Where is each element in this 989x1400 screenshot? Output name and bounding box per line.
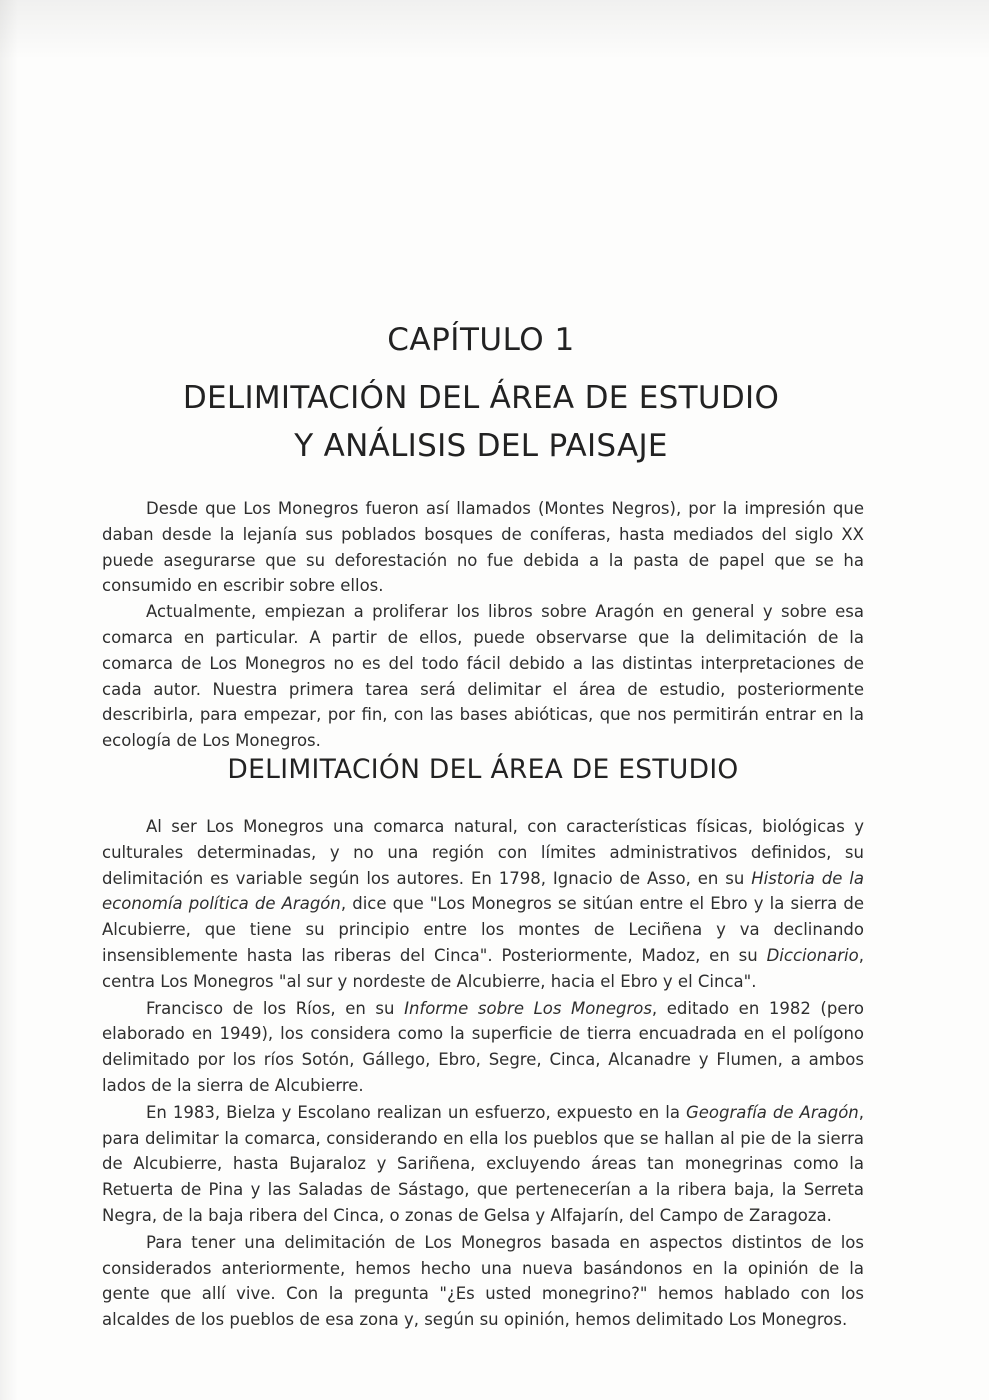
page-edge-shadow xyxy=(0,0,989,60)
book-title-diccionario: Diccionario xyxy=(766,945,859,965)
chapter-number: CAPÍTULO 1 xyxy=(387,322,575,358)
section-paragraph-1 xyxy=(102,814,864,995)
book-title-informe: Informe sobre Los Monegros xyxy=(404,998,652,1018)
section-paragraph-4: Para tener una delimitación de Los Monegros basada en aspectos distintos de los considerados anteriormente, hemos hecho una nueva basándonos en la opinión de la gente que allí vive. Con la pregunta "¿Es usted monegrino?" hemos hablado con los alcaldes de los pueblos de esa zona y, según su opinión, hemos delimitado Los Monegros. xyxy=(102,1232,864,1330)
section-paragraph-3 xyxy=(102,1100,864,1229)
section-body xyxy=(102,814,864,1334)
paragraph-text: , dice que "Los Monegros se sitúan entre el Ebro y la sierra de Alcubierre, que tiene su principio entre los montes de Leciñena y va declinando insensiblemente hasta las riberas del Cinca". Posteriormente, Madoz, en su xyxy=(102,894,864,965)
page-gutter-shadow xyxy=(0,0,18,1400)
book-title-historia: Historia de la economía política de Aragón xyxy=(102,868,864,914)
paragraph-text: , centra Los Monegros "al sur y nordeste de Alcubierre, hacia el Ebro y el Cinca". xyxy=(102,945,864,991)
intro-paragraph-1: Desde que Los Monegros fueron así llamados (Montes Negros), por la impresión que daban desde la lejanía sus poblados bosques de coníferas, hasta mediados del siglo XX puede asegurarse que su deforestación no fue debida a la pasta de papel que se ha consumido en escribir sobre ellos. xyxy=(102,499,864,596)
chapter-title xyxy=(0,374,962,470)
paragraph-text: Francisco de los Ríos, en su xyxy=(146,998,405,1018)
chapter-title-line-2: Y ANÁLISIS DEL PAISAJE xyxy=(294,428,668,464)
paragraph-text: En 1983, Bielza y Escolano realizan un esfuerzo, expuesto en la xyxy=(146,1102,686,1122)
chapter-title-line-1: DELIMITACIÓN DEL ÁREA DE ESTUDIO xyxy=(182,380,780,416)
intro-paragraph-2: Actualmente, empiezan a proliferar los libros sobre Aragón en general y sobre esa comarca en particular. A partir de ellos, puede observarse que la delimitación de la comarca de Los Monegros no es del todo fácil debido a las distintas interpretaciones de cada autor. Nuestra primera tarea será delimitar el área de estudio, posteriormente describirla, para empezar, por fin, con las bases abióticas, que nos permitirán entrar en la ecología de Los Monegros. xyxy=(102,602,864,751)
intro-text xyxy=(102,496,864,754)
paragraph-text: Al ser Los Monegros una comarca natural, con características físicas, biológicas y culturales determinadas, y no una región con límites administrativos definidos, su delimitación es variable según los autores. En 1798, Ignacio de Asso, en su xyxy=(102,817,864,888)
paragraph-text: , para delimitar la comarca, considerando en ella los pueblos que se hallan al pie de la sierra de Alcubierre, hasta Bujaraloz y Sariñena, excluyendo áreas tan monegrinas como la Retuerta de Pina y las Saladas de Sástago, que pertenecerían a la ribera baja, la Serreta Negra, de la baja ribera del Cinca, o zonas de Gelsa y Alfajarín, del Campo de Zaragoza. xyxy=(102,1102,864,1225)
section-heading: DELIMITACIÓN DEL ÁREA DE ESTUDIO xyxy=(227,754,739,785)
section-paragraph-2 xyxy=(102,996,864,1099)
paragraph-text: , editado en 1982 (pero elaborado en 1949), los considera como la superficie de tierra encuadrada en el polígono delimitado por los ríos Sotón, Gállego, Ebro, Segre, Cinca, Alcanadre y Flumen, a ambos lados de la sierra de Alcubierre. xyxy=(102,998,865,1095)
book-title-geografia: Geografía de Aragón xyxy=(685,1102,859,1122)
